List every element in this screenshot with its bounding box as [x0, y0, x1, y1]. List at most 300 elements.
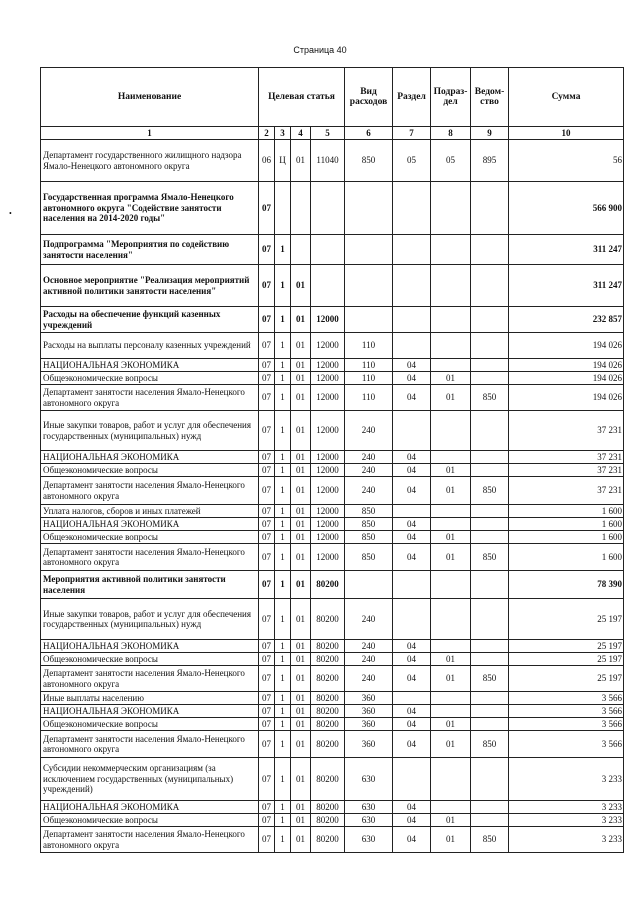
- cell-department: [471, 758, 509, 801]
- cell-amount: 56: [509, 140, 624, 182]
- cell-expense-type: 240: [345, 411, 393, 451]
- cell-subsection: [431, 333, 471, 359]
- column-number: 10: [509, 127, 624, 140]
- cell-expense-type: 240: [345, 599, 393, 640]
- cell-name: Общеэкономические вопросы: [41, 814, 259, 827]
- cell-expense-type: 850: [345, 531, 393, 544]
- cell-program: 07: [259, 731, 275, 758]
- cell-direction: 11040: [311, 140, 345, 182]
- cell-main-event: 01: [291, 731, 311, 758]
- cell-name: Общеэкономические вопросы: [41, 531, 259, 544]
- cell-department: [471, 372, 509, 385]
- cell-department: 850: [471, 385, 509, 411]
- cell-name: Государственная программа Ямало-Ненецкого автономного округа "Содействие занятости населения на 2014-2020 годы": [41, 182, 259, 235]
- column-number: 8: [431, 127, 471, 140]
- column-number: 6: [345, 127, 393, 140]
- cell-program: 07: [259, 235, 275, 265]
- cell-department: [471, 705, 509, 718]
- cell-direction: 80200: [311, 731, 345, 758]
- cell-direction: 80200: [311, 705, 345, 718]
- cell-department: [471, 599, 509, 640]
- cell-main-event: 01: [291, 385, 311, 411]
- cell-subprogram: 1: [275, 801, 291, 814]
- cell-amount: 37 231: [509, 477, 624, 505]
- cell-subsection: 01: [431, 385, 471, 411]
- cell-amount: 37 231: [509, 411, 624, 451]
- cell-subprogram: 1: [275, 235, 291, 265]
- table-row: [41, 653, 624, 666]
- cell-subprogram: 1: [275, 385, 291, 411]
- cell-direction: 12000: [311, 451, 345, 464]
- cell-name: НАЦИОНАЛЬНАЯ ЭКОНОМИКА: [41, 640, 259, 653]
- cell-department: [471, 359, 509, 372]
- cell-section: 04: [393, 827, 431, 853]
- cell-direction: 80200: [311, 653, 345, 666]
- cell-main-event: 01: [291, 140, 311, 182]
- cell-subprogram: 1: [275, 359, 291, 372]
- column-number: 3: [275, 127, 291, 140]
- cell-section: 04: [393, 801, 431, 814]
- cell-department: [471, 814, 509, 827]
- cell-direction: 12000: [311, 505, 345, 518]
- cell-department: [471, 333, 509, 359]
- cell-direction: 12000: [311, 531, 345, 544]
- cell-main-event: 01: [291, 505, 311, 518]
- table-row: [41, 705, 624, 718]
- cell-program: 07: [259, 718, 275, 731]
- cell-subprogram: 1: [275, 640, 291, 653]
- cell-subsection: [431, 640, 471, 653]
- cell-amount: 3 566: [509, 705, 624, 718]
- cell-main-event: 01: [291, 571, 311, 599]
- cell-expense-type: 360: [345, 718, 393, 731]
- table-row: [41, 464, 624, 477]
- cell-subsection: 01: [431, 814, 471, 827]
- table-row: [41, 235, 624, 265]
- cell-program: 07: [259, 518, 275, 531]
- cell-amount: 3 566: [509, 692, 624, 705]
- cell-department: 850: [471, 827, 509, 853]
- header-amount: Сумма: [509, 68, 624, 127]
- cell-direction: 80200: [311, 571, 345, 599]
- table-row: [41, 477, 624, 505]
- cell-amount: 3 566: [509, 718, 624, 731]
- cell-section: 04: [393, 705, 431, 718]
- cell-main-event: 01: [291, 372, 311, 385]
- cell-subsection: [431, 235, 471, 265]
- cell-main-event: 01: [291, 411, 311, 451]
- cell-program: 07: [259, 265, 275, 307]
- cell-program: 06: [259, 140, 275, 182]
- column-number: 4: [291, 127, 311, 140]
- cell-direction: 12000: [311, 464, 345, 477]
- cell-section: 04: [393, 718, 431, 731]
- cell-main-event: 01: [291, 801, 311, 814]
- cell-section: 04: [393, 640, 431, 653]
- cell-subsection: 01: [431, 531, 471, 544]
- header-expense-type: Вид расходов: [345, 68, 393, 127]
- cell-section: 04: [393, 464, 431, 477]
- cell-subprogram: 1: [275, 718, 291, 731]
- cell-section: 04: [393, 359, 431, 372]
- cell-direction: 12000: [311, 372, 345, 385]
- cell-subprogram: 1: [275, 731, 291, 758]
- cell-main-event: 01: [291, 718, 311, 731]
- cell-name: Общеэкономические вопросы: [41, 653, 259, 666]
- cell-program: 07: [259, 372, 275, 385]
- cell-program: 07: [259, 827, 275, 853]
- cell-amount: 3 566: [509, 731, 624, 758]
- cell-name: Общеэкономические вопросы: [41, 372, 259, 385]
- cell-section: 05: [393, 140, 431, 182]
- cell-section: [393, 571, 431, 599]
- cell-name: Департамент занятости населения Ямало-Ненецкого автономного округа: [41, 666, 259, 692]
- cell-amount: 37 231: [509, 451, 624, 464]
- cell-main-event: 01: [291, 544, 311, 571]
- cell-direction: 80200: [311, 718, 345, 731]
- budget-table: [40, 67, 624, 853]
- cell-expense-type: [345, 307, 393, 333]
- header-section: Раздел: [393, 68, 431, 127]
- cell-expense-type: 850: [345, 518, 393, 531]
- cell-main-event: 01: [291, 477, 311, 505]
- cell-main-event: 01: [291, 814, 311, 827]
- cell-department: 850: [471, 477, 509, 505]
- cell-direction: 80200: [311, 692, 345, 705]
- table-row: [41, 692, 624, 705]
- cell-subsection: 01: [431, 653, 471, 666]
- cell-subprogram: Ц: [275, 140, 291, 182]
- cell-section: 04: [393, 653, 431, 666]
- cell-direction: 80200: [311, 814, 345, 827]
- cell-name: Иные выплаты населению: [41, 692, 259, 705]
- cell-section: [393, 333, 431, 359]
- cell-subsection: 05: [431, 140, 471, 182]
- cell-department: [471, 505, 509, 518]
- table-row: [41, 182, 624, 235]
- cell-program: 07: [259, 544, 275, 571]
- cell-name: НАЦИОНАЛЬНАЯ ЭКОНОМИКА: [41, 359, 259, 372]
- table-row: [41, 451, 624, 464]
- cell-department: [471, 640, 509, 653]
- cell-subprogram: 1: [275, 692, 291, 705]
- cell-subsection: [431, 599, 471, 640]
- cell-expense-type: 240: [345, 477, 393, 505]
- cell-name: Департамент занятости населения Ямало-Ненецкого автономного округа: [41, 827, 259, 853]
- table-row: [41, 571, 624, 599]
- cell-department: [471, 451, 509, 464]
- cell-department: [471, 692, 509, 705]
- cell-amount: 25 197: [509, 666, 624, 692]
- cell-expense-type: 240: [345, 464, 393, 477]
- cell-expense-type: 110: [345, 359, 393, 372]
- cell-direction: 80200: [311, 758, 345, 801]
- cell-subprogram: 1: [275, 814, 291, 827]
- cell-department: [471, 531, 509, 544]
- cell-department: [471, 518, 509, 531]
- cell-expense-type: 240: [345, 640, 393, 653]
- cell-direction: 80200: [311, 599, 345, 640]
- cell-program: 07: [259, 801, 275, 814]
- cell-section: 04: [393, 385, 431, 411]
- cell-department: [471, 464, 509, 477]
- cell-subsection: [431, 758, 471, 801]
- cell-direction: 12000: [311, 359, 345, 372]
- cell-subprogram: 1: [275, 451, 291, 464]
- table-row: [41, 307, 624, 333]
- cell-main-event: 01: [291, 599, 311, 640]
- cell-expense-type: 110: [345, 385, 393, 411]
- cell-main-event: 01: [291, 640, 311, 653]
- cell-department: [471, 265, 509, 307]
- cell-subsection: [431, 451, 471, 464]
- cell-section: 04: [393, 814, 431, 827]
- cell-amount: 1 600: [509, 518, 624, 531]
- cell-direction: 12000: [311, 518, 345, 531]
- column-number-row: [41, 127, 624, 140]
- cell-subsection: [431, 692, 471, 705]
- cell-expense-type: 630: [345, 801, 393, 814]
- cell-main-event: 01: [291, 666, 311, 692]
- cell-subsection: 01: [431, 718, 471, 731]
- cell-program: 07: [259, 307, 275, 333]
- table-row: [41, 518, 624, 531]
- header-subsection: Подраз-дел: [431, 68, 471, 127]
- cell-name: НАЦИОНАЛЬНАЯ ЭКОНОМИКА: [41, 451, 259, 464]
- cell-direction: 80200: [311, 640, 345, 653]
- cell-program: 07: [259, 599, 275, 640]
- table-row: [41, 140, 624, 182]
- cell-section: [393, 307, 431, 333]
- cell-direction: 12000: [311, 411, 345, 451]
- column-number: 7: [393, 127, 431, 140]
- cell-amount: 25 197: [509, 653, 624, 666]
- table-row: [41, 718, 624, 731]
- cell-name: Общеэкономические вопросы: [41, 718, 259, 731]
- cell-subsection: [431, 571, 471, 599]
- cell-direction: [311, 235, 345, 265]
- cell-expense-type: [345, 571, 393, 599]
- cell-subsection: [431, 182, 471, 235]
- table-header-row: [41, 68, 624, 127]
- cell-subprogram: 1: [275, 333, 291, 359]
- cell-subprogram: 1: [275, 827, 291, 853]
- cell-main-event: 01: [291, 307, 311, 333]
- cell-program: 07: [259, 385, 275, 411]
- cell-subprogram: 1: [275, 705, 291, 718]
- table-row: [41, 265, 624, 307]
- cell-name: Подпрограмма "Мероприятия по содействию занятости населения": [41, 235, 259, 265]
- cell-expense-type: 630: [345, 758, 393, 801]
- cell-name: Иные закупки товаров, работ и услуг для обеспечения государственных (муниципальных) нужд: [41, 599, 259, 640]
- cell-program: 07: [259, 758, 275, 801]
- column-number: 5: [311, 127, 345, 140]
- cell-expense-type: 240: [345, 653, 393, 666]
- cell-amount: 25 197: [509, 640, 624, 653]
- cell-department: [471, 718, 509, 731]
- cell-expense-type: 360: [345, 692, 393, 705]
- cell-subsection: 01: [431, 544, 471, 571]
- cell-direction: 80200: [311, 801, 345, 814]
- cell-section: [393, 411, 431, 451]
- cell-subsection: 01: [431, 666, 471, 692]
- cell-amount: 25 197: [509, 599, 624, 640]
- cell-program: 07: [259, 182, 275, 235]
- cell-main-event: [291, 235, 311, 265]
- cell-department: 850: [471, 666, 509, 692]
- table-row: [41, 640, 624, 653]
- cell-program: 07: [259, 571, 275, 599]
- table-row: [41, 827, 624, 853]
- cell-program: 07: [259, 333, 275, 359]
- cell-name: НАЦИОНАЛЬНАЯ ЭКОНОМИКА: [41, 518, 259, 531]
- scan-mark: •: [9, 209, 12, 218]
- cell-subprogram: 1: [275, 758, 291, 801]
- column-number: 1: [41, 127, 259, 140]
- cell-subsection: [431, 359, 471, 372]
- cell-expense-type: 850: [345, 140, 393, 182]
- cell-main-event: 01: [291, 758, 311, 801]
- cell-subprogram: 1: [275, 505, 291, 518]
- cell-department: [471, 411, 509, 451]
- header-name: Наименование: [41, 68, 259, 127]
- cell-section: [393, 599, 431, 640]
- cell-main-event: 01: [291, 692, 311, 705]
- table-row: [41, 599, 624, 640]
- table-row: [41, 731, 624, 758]
- cell-expense-type: 110: [345, 333, 393, 359]
- column-number: 2: [259, 127, 275, 140]
- cell-subsection: 01: [431, 731, 471, 758]
- cell-subprogram: [275, 182, 291, 235]
- cell-expense-type: 360: [345, 731, 393, 758]
- cell-name: Департамент занятости населения Ямало-Ненецкого автономного округа: [41, 385, 259, 411]
- cell-subprogram: 1: [275, 464, 291, 477]
- cell-subsection: 01: [431, 464, 471, 477]
- cell-name: Субсидии некоммерческим организациям (за исключением государственных (муниципальных) учреждений): [41, 758, 259, 801]
- cell-direction: [311, 265, 345, 307]
- cell-subsection: 01: [431, 827, 471, 853]
- cell-amount: 1 600: [509, 531, 624, 544]
- cell-section: [393, 692, 431, 705]
- cell-subsection: 01: [431, 372, 471, 385]
- cell-department: 850: [471, 731, 509, 758]
- cell-subprogram: 1: [275, 653, 291, 666]
- cell-subprogram: 1: [275, 477, 291, 505]
- cell-amount: 3 233: [509, 801, 624, 814]
- cell-subprogram: 1: [275, 571, 291, 599]
- table-row: [41, 801, 624, 814]
- cell-subsection: [431, 307, 471, 333]
- cell-subsection: [431, 265, 471, 307]
- cell-program: 07: [259, 477, 275, 505]
- cell-subprogram: 1: [275, 531, 291, 544]
- table-row: [41, 359, 624, 372]
- cell-main-event: 01: [291, 359, 311, 372]
- page-number-label: Страница 40: [293, 45, 347, 55]
- cell-program: 07: [259, 411, 275, 451]
- cell-program: 07: [259, 451, 275, 464]
- cell-amount: 311 247: [509, 235, 624, 265]
- cell-program: 07: [259, 692, 275, 705]
- table-row: [41, 666, 624, 692]
- cell-expense-type: 110: [345, 372, 393, 385]
- cell-main-event: 01: [291, 827, 311, 853]
- cell-name: НАЦИОНАЛЬНАЯ ЭКОНОМИКА: [41, 801, 259, 814]
- header-target-article: Целевая статья: [259, 68, 345, 127]
- table-row: [41, 814, 624, 827]
- cell-subprogram: 1: [275, 518, 291, 531]
- cell-name: Уплата налогов, сборов и иных платежей: [41, 505, 259, 518]
- cell-amount: 194 026: [509, 385, 624, 411]
- cell-section: 04: [393, 451, 431, 464]
- cell-program: 07: [259, 464, 275, 477]
- cell-subprogram: 1: [275, 307, 291, 333]
- cell-amount: 194 026: [509, 372, 624, 385]
- cell-section: 04: [393, 544, 431, 571]
- cell-subprogram: 1: [275, 372, 291, 385]
- cell-section: [393, 235, 431, 265]
- cell-section: 04: [393, 731, 431, 758]
- cell-name: Иные закупки товаров, работ и услуг для обеспечения государственных (муниципальных) нужд: [41, 411, 259, 451]
- table-row: [41, 505, 624, 518]
- table-row: [41, 372, 624, 385]
- cell-name: Департамент занятости населения Ямало-Ненецкого автономного округа: [41, 731, 259, 758]
- cell-amount: 1 600: [509, 505, 624, 518]
- cell-subsection: 01: [431, 477, 471, 505]
- cell-program: 07: [259, 640, 275, 653]
- cell-section: [393, 505, 431, 518]
- table-row: [41, 758, 624, 801]
- cell-expense-type: 360: [345, 705, 393, 718]
- cell-department: 895: [471, 140, 509, 182]
- cell-subsection: [431, 411, 471, 451]
- cell-subsection: [431, 801, 471, 814]
- cell-subsection: [431, 518, 471, 531]
- cell-section: 04: [393, 477, 431, 505]
- cell-section: [393, 758, 431, 801]
- cell-department: [471, 182, 509, 235]
- cell-section: 04: [393, 518, 431, 531]
- cell-main-event: 01: [291, 333, 311, 359]
- cell-subprogram: 1: [275, 411, 291, 451]
- table-row: [41, 544, 624, 571]
- cell-expense-type: 240: [345, 666, 393, 692]
- cell-department: 850: [471, 544, 509, 571]
- table-row: [41, 333, 624, 359]
- cell-name: НАЦИОНАЛЬНАЯ ЭКОНОМИКА: [41, 705, 259, 718]
- cell-expense-type: 850: [345, 505, 393, 518]
- cell-section: 04: [393, 372, 431, 385]
- cell-main-event: 01: [291, 265, 311, 307]
- cell-amount: 78 390: [509, 571, 624, 599]
- cell-main-event: 01: [291, 518, 311, 531]
- column-number: 9: [471, 127, 509, 140]
- cell-expense-type: [345, 265, 393, 307]
- cell-subprogram: 1: [275, 265, 291, 307]
- cell-main-event: [291, 182, 311, 235]
- cell-section: 04: [393, 531, 431, 544]
- cell-main-event: 01: [291, 451, 311, 464]
- cell-subprogram: 1: [275, 666, 291, 692]
- cell-department: [471, 307, 509, 333]
- cell-direction: 12000: [311, 333, 345, 359]
- cell-expense-type: 850: [345, 544, 393, 571]
- cell-direction: 12000: [311, 307, 345, 333]
- cell-direction: 12000: [311, 544, 345, 571]
- cell-amount: 37 231: [509, 464, 624, 477]
- cell-amount: 3 233: [509, 758, 624, 801]
